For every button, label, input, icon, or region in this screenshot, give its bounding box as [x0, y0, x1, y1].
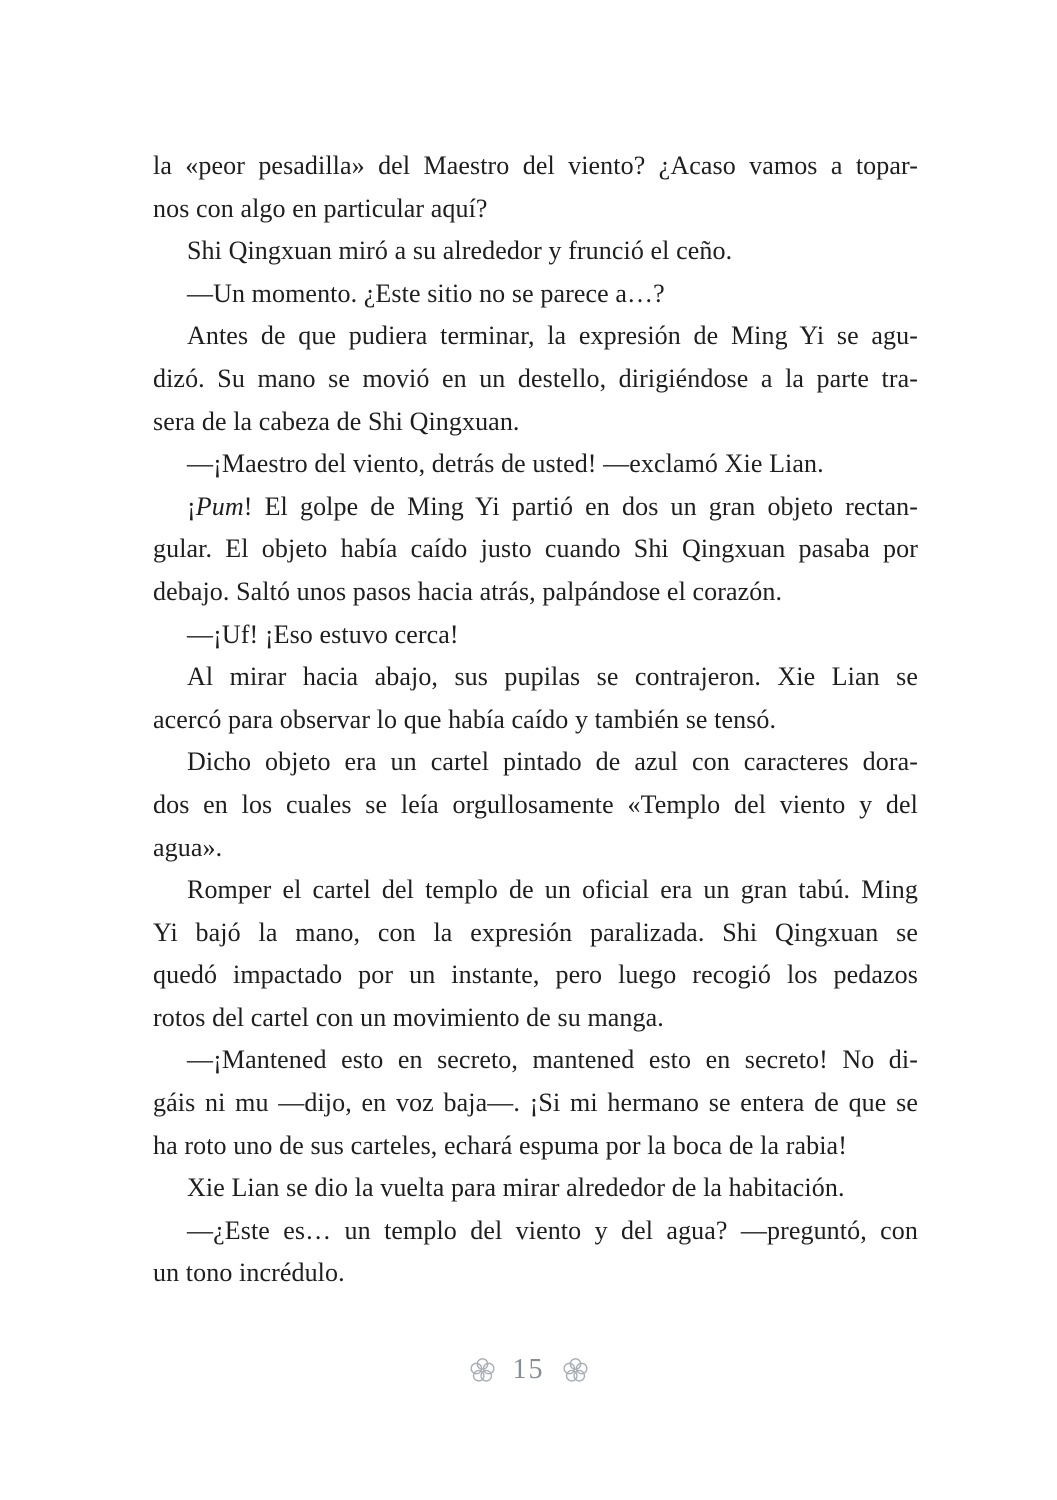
text-line: Xie Lian se dio la vuelta para mirar alrededor de la habitación. [187, 1173, 845, 1203]
page-text [153, 145, 918, 1295]
text-line: —¡Maestro del viento, detrás de usted! —exclamó Xie Lian. [187, 449, 824, 479]
paragraph [153, 1210, 918, 1295]
paragraph [153, 614, 918, 657]
text-line: Shi Qingxuan miró a su alrededor y frunció el ceño. [187, 236, 733, 266]
text-line: rotos del cartel con un movimiento de su manga. [153, 1002, 664, 1032]
paragraph [153, 656, 918, 741]
flower-ornament-icon [563, 1358, 588, 1383]
text-line: la «peor pesadilla» del Maestro del viento? ¿Acaso vamos a topar- [153, 151, 918, 180]
paragraph [153, 315, 918, 443]
text-line: sera de la cabeza de Shi Qingxuan. [153, 406, 520, 436]
text-line: ha roto uno de sus carteles, echará espuma por la boca de la rabia! [153, 1130, 847, 1160]
text-line: dizó. Su mano se movió en un destello, dirigiéndose a la parte tra- [153, 363, 918, 393]
text-line: acercó para observar lo que había caído y también se tensó. [153, 704, 777, 734]
text-line: Romper el cartel del templo de un oficial era un gran tabú. Ming [187, 875, 918, 905]
paragraph [153, 1039, 918, 1167]
paragraph [153, 443, 918, 486]
text-line: Yi bajó la mano, con la expresión paralizada. Shi Qingxuan se [153, 917, 918, 947]
page-footer [0, 1354, 1057, 1386]
text-line: quedó impactado por un instante, pero luego recogió los pedazos [153, 960, 918, 990]
text-line: gáis ni mu —dijo, en voz baja—. ¡Si mi hermano se entera de que se [153, 1088, 918, 1118]
text-line: dos en los cuales se leía orgullosamente «Templo del viento y del [153, 789, 918, 819]
paragraph [153, 869, 918, 1039]
paragraph [153, 1167, 918, 1210]
text-line: Al mirar hacia abajo, sus pupilas se contrajeron. Xie Lian se [187, 662, 918, 692]
text-line: Dicho objeto era un cartel pintado de azul con caracteres dora- [187, 747, 918, 777]
flower-ornament-petals [564, 1358, 587, 1380]
text-line: nos con algo en particular aquí? [153, 193, 488, 223]
text-line: —Un momento. ¿Este sitio no se parece a…? [187, 278, 665, 308]
page-number: 15 [512, 1354, 545, 1385]
text-line: —¡Uf! ¡Eso estuvo cerca! [187, 619, 459, 649]
text-line: Antes de que pudiera terminar, la expresión de Ming Yi se agu- [187, 321, 918, 351]
text-line: gular. El objeto había caído justo cuando Shi Qingxuan pasaba por [153, 534, 918, 564]
paragraph [153, 741, 918, 869]
flower-ornament-icon [470, 1358, 495, 1383]
flower-ornament-petals [471, 1358, 494, 1380]
text-line: debajo. Saltó unos pasos hacia atrás, palpándose el corazón. [153, 576, 783, 606]
text-line: —¿Este es… un templo del viento y del agua? —preguntó, con [187, 1215, 918, 1245]
paragraph [153, 273, 918, 316]
paragraph [153, 230, 918, 273]
text-line: un tono incrédulo. [153, 1258, 345, 1288]
text-line: ¡Pum! El golpe de Ming Yi partió en dos un gran objeto rectan- [187, 491, 918, 521]
text-line: —¡Mantened esto en secreto, mantened esto en secreto! No di- [187, 1045, 918, 1075]
paragraph [153, 145, 918, 230]
paragraph [153, 486, 918, 614]
text-line: agua». [153, 832, 223, 862]
